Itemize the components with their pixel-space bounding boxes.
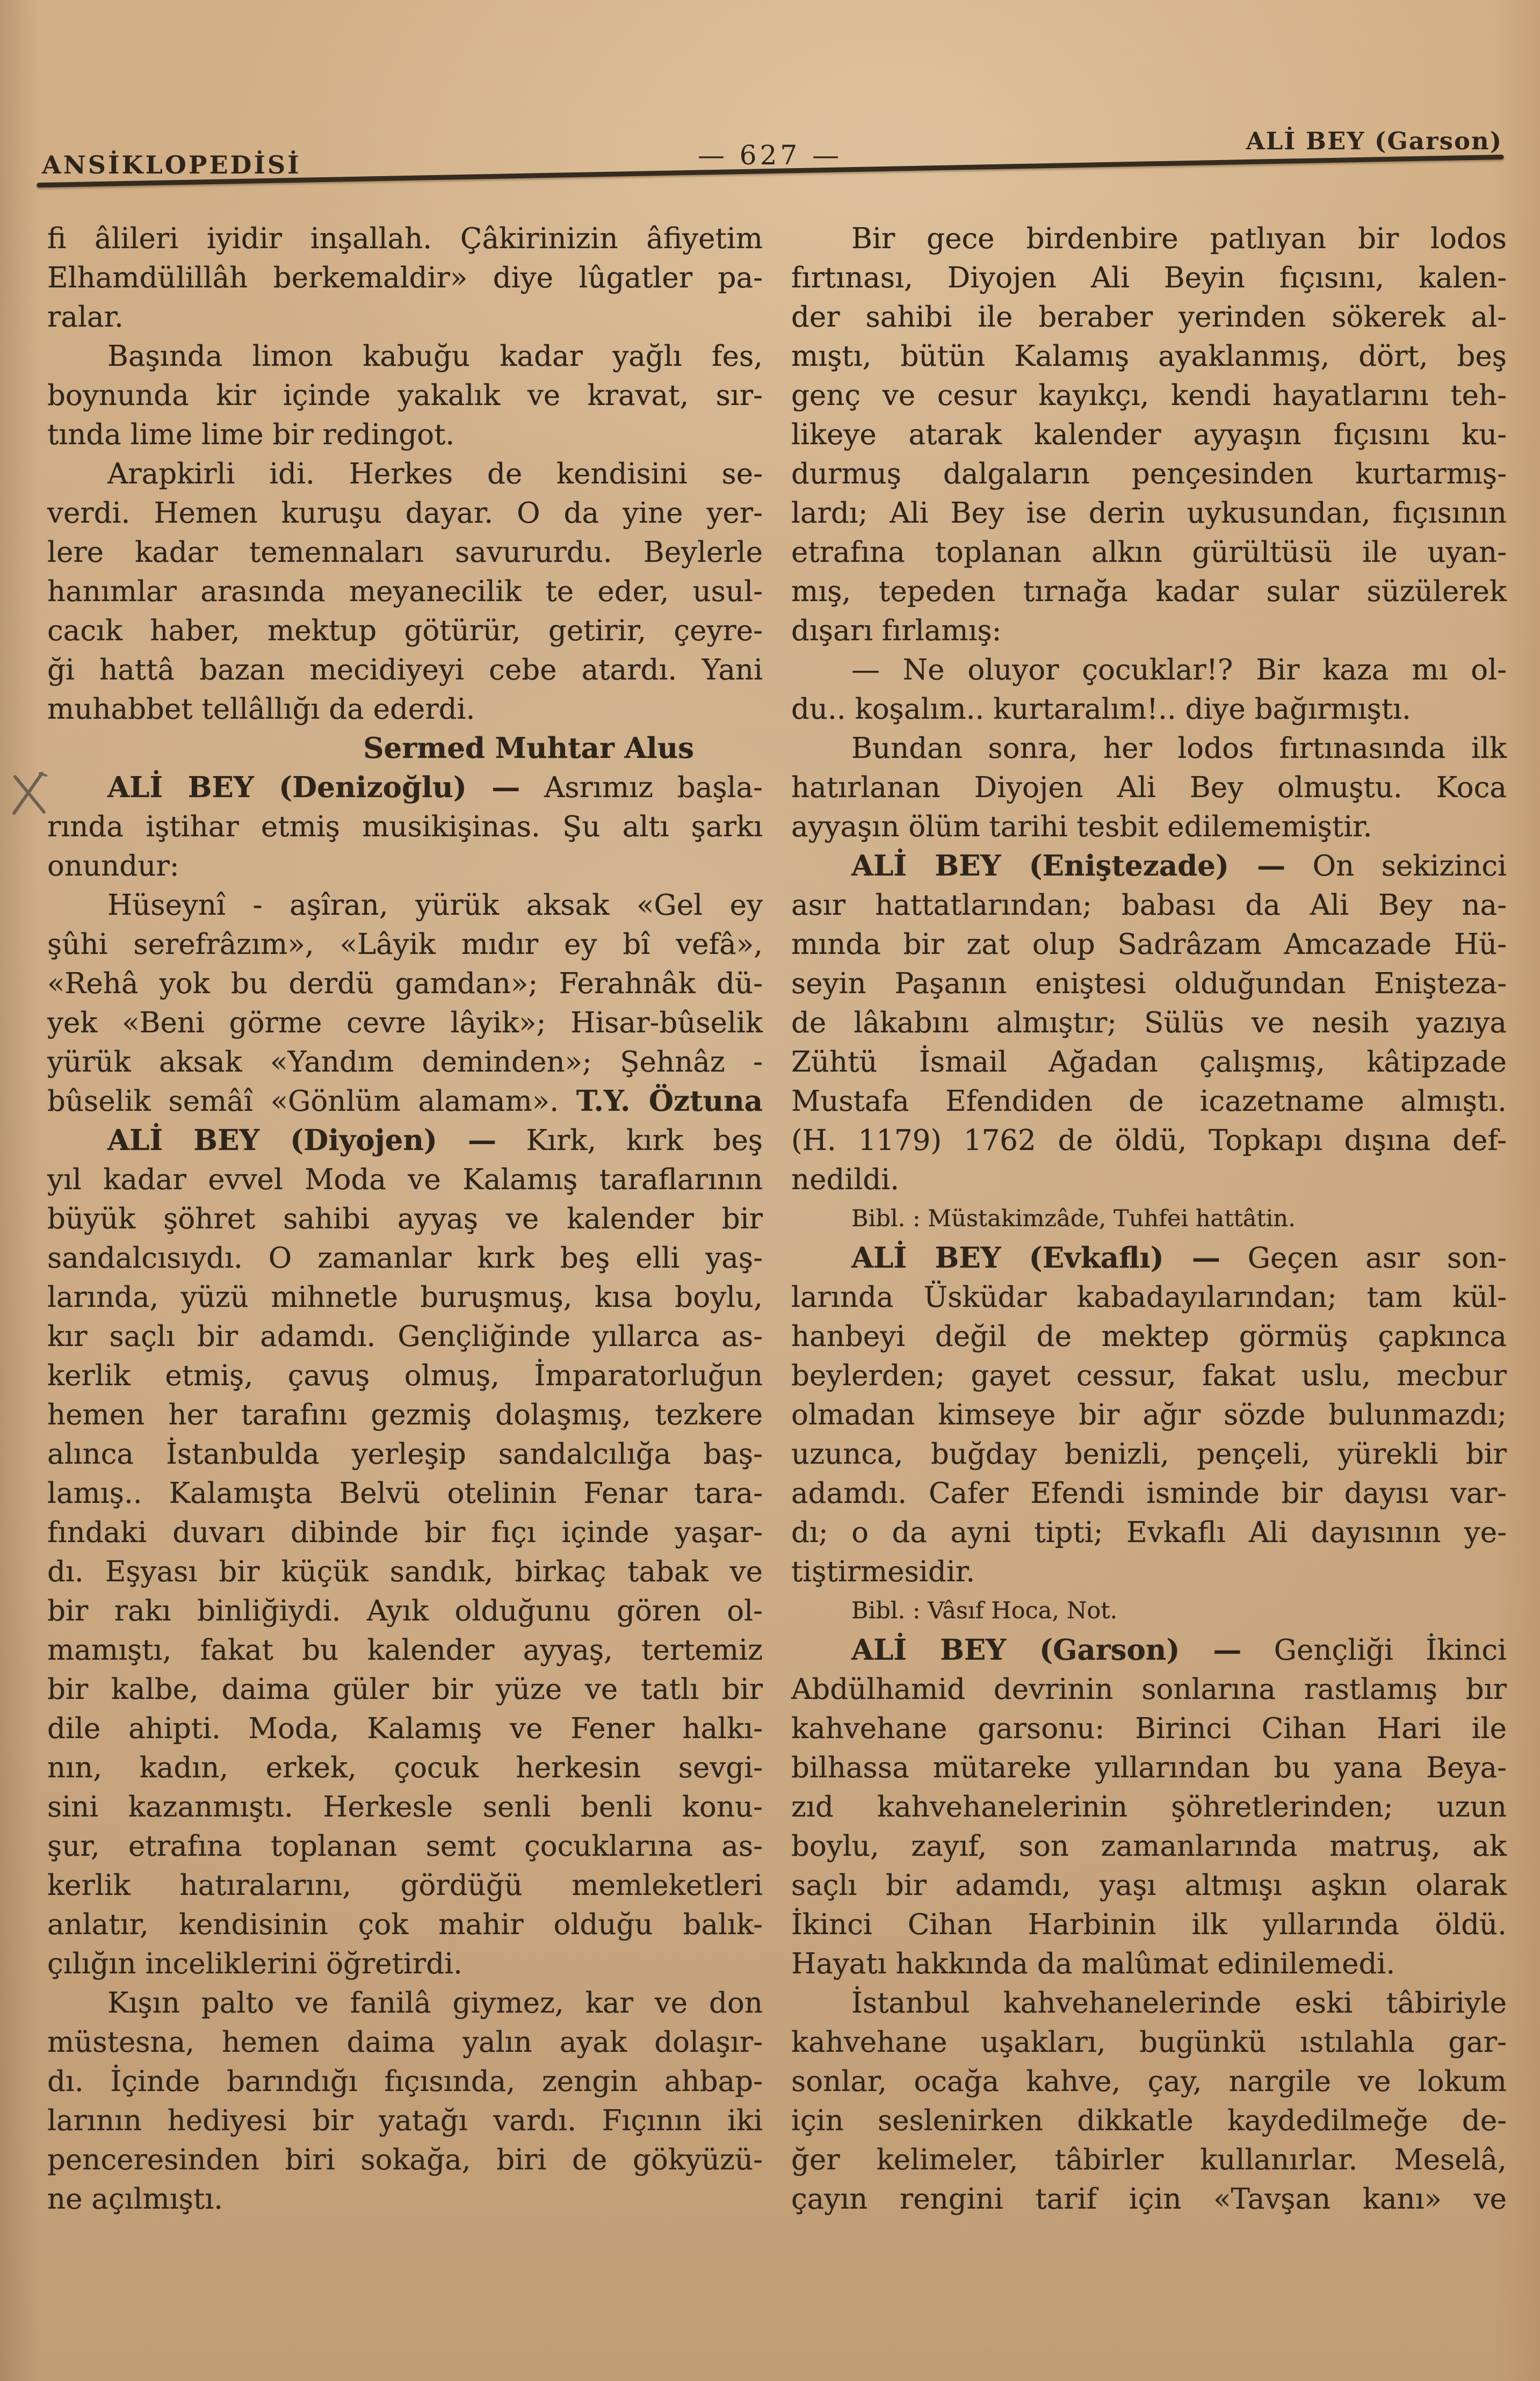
text-run: fırtınası, Diyojen Ali Beyin fıçısını, kalen-	[791, 262, 1507, 294]
text-line	[47, 1082, 763, 1121]
text-run: dışarı fırlamış:	[791, 614, 1002, 647]
text-line	[791, 533, 1507, 572]
text-run: Bibl. : Vâsıf Hoca, Not.	[851, 1597, 1118, 1624]
text-run: beylerden; gayet cessur, fakat uslu, mecbur	[791, 1359, 1507, 1392]
text-line	[791, 690, 1507, 729]
text-line	[47, 1670, 763, 1709]
text-run: tında lime lime bir redingot.	[47, 418, 455, 451]
text-line	[47, 1003, 763, 1043]
text-line	[47, 298, 763, 337]
text-line	[791, 650, 1507, 690]
text-line	[791, 1239, 1507, 1278]
text-line	[791, 572, 1507, 611]
text-run: uzunca, buğday benizli, pençeli, yürekli bir	[791, 1438, 1507, 1471]
text-line	[791, 729, 1507, 768]
text-run: der sahibi ile beraber yerinden sökerek al-	[791, 301, 1507, 334]
text-run: dı. İçinde barındığı fıçısında, zengin ahbap-	[47, 2065, 763, 2098]
text-line	[47, 1395, 763, 1435]
text-run: larının hediyesi bir yatağı vardı. Fıçının iki	[47, 2104, 763, 2137]
text-run: olmadan kimseye bir ağır sözde bulunmazdı;	[791, 1399, 1507, 1431]
text-line	[47, 1787, 763, 1827]
text-run: çılığın inceliklerini öğretirdi.	[47, 1948, 462, 1980]
text-line	[791, 2101, 1507, 2140]
text-run: etrafına toplanan alkın gürültüsü ile uyan-	[791, 536, 1507, 569]
text-line	[791, 415, 1507, 454]
text-run: sonlar, ocağa kahve, çay, nargile ve lokum	[791, 2065, 1507, 2098]
text-line	[791, 1513, 1507, 1552]
text-line	[47, 1984, 763, 2023]
text-line	[791, 494, 1507, 533]
text-run: bilhassa mütareke yıllarından bu yana Beya-	[791, 1752, 1507, 1784]
text-line	[47, 1278, 763, 1317]
text-line	[791, 298, 1507, 337]
text-run: Hayatı hakkında da malûmat edinilemedi.	[791, 1948, 1396, 1980]
text-run: On sekizinci	[1312, 850, 1507, 882]
text-line	[47, 925, 763, 964]
text-run: larında, yüzü mihnetle buruşmuş, kısa boylu,	[47, 1281, 763, 1314]
text-run: lardı; Ali Bey ise derin uykusundan, fıçısının	[791, 497, 1507, 530]
text-line	[47, 1709, 763, 1748]
text-line	[791, 1199, 1507, 1239]
text-run: Hüseynî - aşîran, yürük aksak «Gel ey	[107, 889, 763, 922]
text-run: Abdülhamid devrinin sonlarına rastlamış bır	[791, 1673, 1507, 1706]
text-run: Elhamdülillâh berkemaldir» diye lûgatler pa-	[47, 262, 763, 294]
text-run: zıd kahvehanelerinin şöhretlerinden; uzun	[791, 1791, 1507, 1823]
text-line	[791, 1748, 1507, 1787]
text-line	[791, 886, 1507, 925]
text-line	[47, 2180, 763, 2219]
text-line	[47, 611, 763, 650]
text-run: Başında limon kabuğu kadar yağlı fes,	[107, 340, 763, 373]
text-line	[791, 1043, 1507, 1082]
text-line	[791, 219, 1507, 258]
text-line	[47, 494, 763, 533]
text-line	[791, 1082, 1507, 1121]
bold-text-run: ALİ BEY (Evkaflı) —	[851, 1241, 1220, 1275]
text-run: saçlı bir adamdı, yaşı altmışı aşkın olarak	[791, 1869, 1507, 1902]
text-line	[791, 925, 1507, 964]
text-line	[47, 1435, 763, 1474]
text-run: Asrımız başla-	[544, 771, 763, 804]
text-line	[47, 964, 763, 1003]
text-run: larında Üsküdar kabadayılarından; tam kül-	[791, 1281, 1507, 1314]
text-line	[791, 1944, 1507, 1984]
text-line	[47, 1827, 763, 1866]
text-line	[791, 1474, 1507, 1513]
text-line	[47, 1748, 763, 1787]
text-line	[791, 337, 1507, 376]
text-line	[47, 376, 763, 415]
text-line	[47, 1513, 763, 1552]
text-run: bûselik semâî «Gönlüm alamam».	[47, 1085, 559, 1118]
text-run: ralar.	[47, 301, 124, 334]
text-line	[791, 1395, 1507, 1435]
text-line	[791, 1160, 1507, 1199]
text-run: Mustafa Efendiden de icazetname almıştı.	[791, 1085, 1507, 1118]
bold-text-run: ALİ BEY (Denizoğlu) —	[107, 771, 520, 804]
text-line	[791, 964, 1507, 1003]
text-run: yürük aksak «Yandım deminden»; Şehnâz -	[47, 1046, 763, 1079]
text-line	[791, 1121, 1507, 1160]
text-run: Gençliği İkinci	[1274, 1634, 1507, 1667]
text-line	[47, 533, 763, 572]
text-run: muhabbet tellâllığı da ederdi.	[47, 693, 475, 726]
bold-text-run: T.Y. Öztuna	[576, 1084, 763, 1118]
text-run: kahvehane garsonu: Birinci Cihan Hari ile	[791, 1712, 1507, 1745]
text-run: lamış.. Kalamışta Belvü otelinin Fenar tara-	[47, 1477, 763, 1510]
text-run: bir rakı binliğiydi. Ayık olduğunu gören ol-	[47, 1595, 763, 1627]
text-run: kahvehane uşakları, bugünkü ıstılahla gar-	[791, 2026, 1507, 2059]
text-run: du.. koşalım.. kurtaralım!.. diye bağırmıştı.	[791, 693, 1411, 726]
text-run: sandalcısıydı. O zamanlar kırk beş elli yaş-	[47, 1242, 763, 1275]
header-publication-title: ANSİKLOPEDİSİ	[42, 150, 301, 179]
text-line	[47, 1043, 763, 1082]
text-run: lere kadar temennaları savururdu. Beylerle	[47, 536, 763, 569]
text-run: ne açılmıştı.	[47, 2183, 223, 2216]
text-line	[791, 1552, 1507, 1591]
text-run: kır saçlı bir adamdı. Gençliğinde yıllarca as-	[47, 1320, 763, 1353]
text-line	[791, 2023, 1507, 2062]
text-run: onundur:	[47, 850, 179, 882]
text-line	[47, 650, 763, 690]
text-line	[791, 1866, 1507, 1905]
text-line	[791, 1670, 1507, 1709]
text-line	[47, 258, 763, 298]
text-run: çayın rengini tarif için «Tavşan kanı» ve	[791, 2183, 1507, 2216]
text-run: Kışın palto ve fanilâ giymez, kar ve don	[107, 1987, 763, 2020]
text-line	[47, 1160, 763, 1199]
text-run: anlatır, kendisinin çok mahir olduğu balık-	[47, 1908, 763, 1941]
text-line	[791, 846, 1507, 886]
text-line	[47, 337, 763, 376]
text-run: İstanbul kahvehanelerinde eski tâbiriyle	[851, 1987, 1507, 2020]
text-run: (H. 1179) 1762 de öldü, Topkapı dışına def-	[791, 1124, 1507, 1157]
text-line	[47, 1121, 763, 1160]
text-run: İkinci Cihan Harbinin ilk yıllarında öldü.	[791, 1908, 1507, 1941]
text-run: hanbeyi değil de mektep görmüş çapkınca	[791, 1320, 1507, 1353]
text-line	[47, 1944, 763, 1984]
text-run: büyük şöhret sahibi ayyaş ve kalender bir	[47, 1203, 763, 1235]
bold-text-run: ALİ BEY (Eniştezade) —	[851, 849, 1286, 882]
text-run: Bundan sonra, her lodos fırtınasında ilk	[851, 732, 1507, 765]
text-line	[47, 1591, 763, 1631]
text-line	[791, 1827, 1507, 1866]
text-run: mamıştı, fakat bu kalender ayyaş, tertemiz	[47, 1634, 763, 1667]
text-run: dı; o da ayni tipti; Evkaflı Ali dayısının ye-	[791, 1516, 1507, 1549]
text-run: seyin Paşanın eniştesi olduğundan Enişteza-	[791, 967, 1507, 1000]
text-line	[47, 768, 763, 807]
bold-text-run: ALİ BEY (Diyojen) —	[107, 1124, 496, 1157]
text-line	[791, 1278, 1507, 1317]
text-run: fi âlileri iyidir inşallah. Çâkirinizin âfiyetim	[47, 222, 763, 255]
text-run: ği hattâ bazan mecidiyeyi cebe atardı. Yani	[47, 654, 763, 686]
text-run: bir kalbe, daima güler bir yüze ve tatlı bir	[47, 1673, 763, 1706]
text-run: rında iştihar etmiş musikişinas. Şu altı şarkı	[47, 810, 763, 843]
text-run: Arapkirli idi. Herkes de kendisini se-	[107, 458, 763, 490]
text-line	[47, 1317, 763, 1356]
text-run: penceresinden biri sokağa, biri de gökyüzü-	[47, 2144, 763, 2176]
text-line	[791, 2140, 1507, 2180]
text-run: sini kazanmıştı. Herkesle senli benli konu-	[47, 1791, 763, 1823]
text-line	[47, 415, 763, 454]
page-number: — 627 —	[697, 140, 843, 171]
text-run: dı. Eşyası bir küçük sandık, birkaç tabak ve	[47, 1555, 763, 1588]
text-run: Geçen asır son-	[1247, 1242, 1507, 1275]
text-line	[791, 1905, 1507, 1944]
text-run: tiştirmesidir.	[791, 1555, 975, 1588]
header-running-title: ALİ BEY (Garson)	[1246, 127, 1502, 155]
column-right	[791, 219, 1507, 2219]
text-run: «Rehâ yok bu derdü gamdan»; Ferahnâk dü-	[47, 967, 763, 1000]
text-line	[47, 1552, 763, 1591]
text-run: yek «Beni görme cevre lâyik»; Hisar-bûselik	[47, 1007, 763, 1039]
text-line	[47, 1474, 763, 1513]
text-run: yıl kadar evvel Moda ve Kalamış taraflarının	[47, 1163, 763, 1196]
text-line	[47, 807, 763, 846]
text-run: verdi. Hemen kuruşu dayar. O da yine yer-	[47, 497, 763, 530]
text-line	[791, 807, 1507, 846]
text-line	[47, 2140, 763, 2180]
text-line	[47, 572, 763, 611]
bold-text-run: ALİ BEY (Garson) —	[851, 1633, 1242, 1667]
text-run: mında bir zat olup Sadrâzam Amcazade Hü-	[791, 928, 1507, 961]
text-line	[47, 1356, 763, 1395]
text-run: Kırk, kırk beş	[526, 1124, 763, 1157]
text-run: — Ne oluyor çocuklar!? Bir kaza mı ol-	[851, 654, 1507, 686]
text-line	[47, 1631, 763, 1670]
text-run: kerlik hatıralarını, gördüğü memleketleri	[47, 1869, 763, 1902]
column-left	[47, 219, 763, 2219]
text-line	[47, 2062, 763, 2101]
text-line	[791, 1356, 1507, 1395]
text-line	[791, 1787, 1507, 1827]
text-run: durmuş dalgaların pençesinden kurtarmış-	[791, 458, 1507, 490]
text-line	[791, 1984, 1507, 2023]
text-line	[47, 1905, 763, 1944]
text-line	[47, 454, 763, 494]
text-line	[47, 1239, 763, 1278]
text-run: alınca İstanbulda yerleşip sandalcılığa baş-	[47, 1438, 763, 1471]
text-line	[791, 1631, 1507, 1670]
text-run: nın, kadın, erkek, çocuk herkesin sevgi-	[47, 1752, 763, 1784]
text-run: asır hattatlarından; babası da Ali Bey na-	[791, 889, 1507, 922]
text-run: ayyaşın ölüm tarihi tesbit edilememiştir.	[791, 810, 1372, 843]
text-line	[791, 454, 1507, 494]
text-run: şur, etrafına toplanan semt çocuklarına as-	[47, 1830, 763, 1863]
text-line	[791, 2180, 1507, 2219]
text-run: hemen her tarafını gezmiş dolaşmış, tezkere	[47, 1399, 763, 1431]
text-run: adamdı. Cafer Efendi isminde bir dayısı var-	[791, 1477, 1507, 1510]
text-run: de lâkabını almıştır; Sülüs ve nesih yazıya	[791, 1007, 1507, 1039]
text-line	[791, 611, 1507, 650]
text-line	[47, 1199, 763, 1239]
text-line	[791, 768, 1507, 807]
text-line	[47, 886, 763, 925]
text-run: boylu, zayıf, son zamanlarında matruş, ak	[791, 1830, 1507, 1863]
text-line	[791, 1317, 1507, 1356]
text-line	[791, 258, 1507, 298]
text-run: şûhi serefrâzım», «Lâyik mıdır ey bî vefâ»,	[47, 928, 763, 961]
text-run: Bir gece birdenbire patlıyan bir lodos	[851, 222, 1507, 255]
text-run: fındaki duvarı dibinde bir fıçı içinde yaşar-	[47, 1516, 763, 1549]
text-line	[47, 2101, 763, 2140]
text-run: hanımlar arasında meyanecilik te eder, usul-	[47, 575, 763, 608]
text-run: boynunda kir içinde yakalık ve kravat, sır-	[47, 379, 763, 412]
text-run: genç ve cesur kayıkçı, kendi hayatlarını teh-	[791, 379, 1507, 412]
text-run: mış, tepeden tırnağa kadar sular süzülerek	[791, 575, 1507, 608]
text-line	[791, 1003, 1507, 1043]
text-line	[47, 690, 763, 729]
bold-text-run: Sermed Muhtar Alus	[363, 732, 694, 765]
text-run: nedildi.	[791, 1163, 900, 1196]
text-line	[791, 1709, 1507, 1748]
text-line	[791, 1591, 1507, 1631]
text-run: cacık haber, mektup götürür, getirir, çeyre-	[47, 614, 763, 647]
text-line	[791, 2062, 1507, 2101]
text-run: kerlik etmiş, çavuş olmuş, İmparatorluğun	[47, 1359, 763, 1392]
text-line	[47, 219, 763, 258]
text-line	[47, 729, 763, 768]
text-line	[791, 1435, 1507, 1474]
text-line	[47, 2023, 763, 2062]
text-run: Bibl. : Müstakimzâde, Tuhfei hattâtin.	[851, 1205, 1296, 1232]
text-line	[791, 376, 1507, 415]
text-run: müstesna, hemen daima yalın ayak dolaşır-	[47, 2026, 763, 2059]
text-run: Zühtü İsmail Ağadan çalışmış, kâtipzade	[791, 1046, 1507, 1079]
text-run: mıştı, bütün Kalamış ayaklanmış, dört, beş	[791, 340, 1507, 373]
text-line	[47, 846, 763, 886]
text-run: dile ahipti. Moda, Kalamış ve Fener halkı-	[47, 1712, 763, 1745]
text-line	[47, 1866, 763, 1905]
text-run: likeye atarak kalender ayyaşın fıçısını ku-	[791, 418, 1507, 451]
text-run: ğer kelimeler, tâbirler kullanırlar. Meselâ,	[791, 2144, 1507, 2176]
text-run: için seslenirken dikkatle kaydedilmeğe de-	[791, 2104, 1507, 2137]
text-run: hatırlanan Diyojen Ali Bey olmuştu. Koca	[791, 771, 1507, 804]
